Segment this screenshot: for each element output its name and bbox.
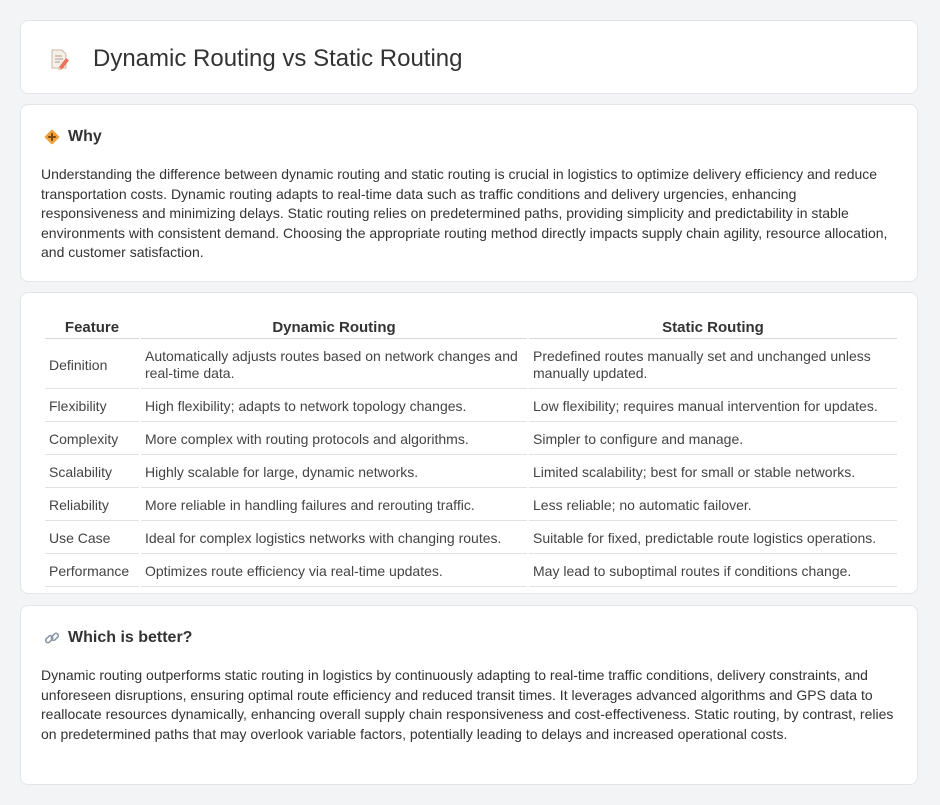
link-icon	[43, 629, 61, 647]
header-card	[20, 20, 918, 94]
better-text: Dynamic routing outperforms static routing in logistics by continuously adapting to real-time traffic conditions, delivery constraints, and unforeseen disruptions, ensuring optimal route efficiency and reduced transit times. It leverages advanced algorithms and GPS data to reallocate resources dynamically, enhancing overall supply chain responsiveness and cost-effectiveness. Static routing, by contrast, relies on predetermined paths that may overlook variable factors, potentially leading to delays and increased operational costs.	[41, 667, 894, 742]
warning-sign-icon	[43, 128, 61, 146]
why-text: Understanding the difference between dynamic routing and static routing is crucial in logistics to optimize delivery efficiency and reduce transportation costs. Dynamic routing adapts to real-time data such as traffic conditions and delivery urgencies, enhancing responsiveness and minimizing delays. Static routing relies on predetermined paths, providing simplicity and predictability in stable environments with consistent demand. Choosing the appropriate routing method directly impacts supply chain agility, resource allocation, and customer satisfaction.	[41, 166, 888, 261]
table-row	[45, 457, 897, 488]
dynamic-cell: Highly scalable for large, dynamic networks.	[141, 457, 527, 488]
table-row	[45, 523, 897, 554]
static-cell: Simpler to configure and manage.	[529, 424, 897, 455]
dynamic-cell: More complex with routing protocols and algorithms.	[141, 424, 527, 455]
table-row	[45, 391, 897, 422]
static-cell: Less reliable; no automatic failover.	[529, 490, 897, 521]
better-heading: Which is better?	[68, 629, 193, 646]
feature-cell: Performance	[45, 556, 139, 587]
document-edit-icon	[47, 47, 71, 71]
feature-cell: Definition	[45, 341, 139, 389]
page-title: Dynamic Routing vs Static Routing	[93, 45, 463, 72]
dynamic-cell: Ideal for complex logistics networks with changing routes.	[141, 523, 527, 554]
feature-cell: Scalability	[45, 457, 139, 488]
static-cell: Predefined routes manually set and unchanged unless manually updated.	[529, 341, 897, 389]
which-is-better-section	[20, 605, 918, 785]
table-row	[45, 341, 897, 389]
table-row	[45, 556, 897, 587]
feature-cell: Reliability	[45, 490, 139, 521]
feature-cell: Use Case	[45, 523, 139, 554]
table-row	[45, 424, 897, 455]
table-header-row	[45, 315, 897, 339]
why-heading: Why	[68, 128, 102, 145]
column-header-static: Static Routing	[529, 315, 897, 339]
why-section	[20, 104, 918, 282]
feature-cell: Complexity	[45, 424, 139, 455]
static-cell: Low flexibility; requires manual intervention for updates.	[529, 391, 897, 422]
table-row	[45, 490, 897, 521]
why-heading-row	[43, 127, 102, 147]
static-cell: Suitable for fixed, predictable route logistics operations.	[529, 523, 897, 554]
dynamic-cell: High flexibility; adapts to network topology changes.	[141, 391, 527, 422]
column-header-dynamic: Dynamic Routing	[141, 315, 527, 339]
dynamic-cell: Optimizes route efficiency via real-time updates.	[141, 556, 527, 587]
feature-cell: Flexibility	[45, 391, 139, 422]
comparison-table	[43, 313, 899, 589]
static-cell: May lead to suboptimal routes if conditions change.	[529, 556, 897, 587]
better-heading-row	[43, 628, 192, 648]
comparison-table-card	[20, 292, 918, 594]
dynamic-cell: Automatically adjusts routes based on network changes and real-time data.	[141, 341, 527, 389]
dynamic-cell: More reliable in handling failures and rerouting traffic.	[141, 490, 527, 521]
column-header-feature: Feature	[45, 315, 139, 339]
static-cell: Limited scalability; best for small or stable networks.	[529, 457, 897, 488]
